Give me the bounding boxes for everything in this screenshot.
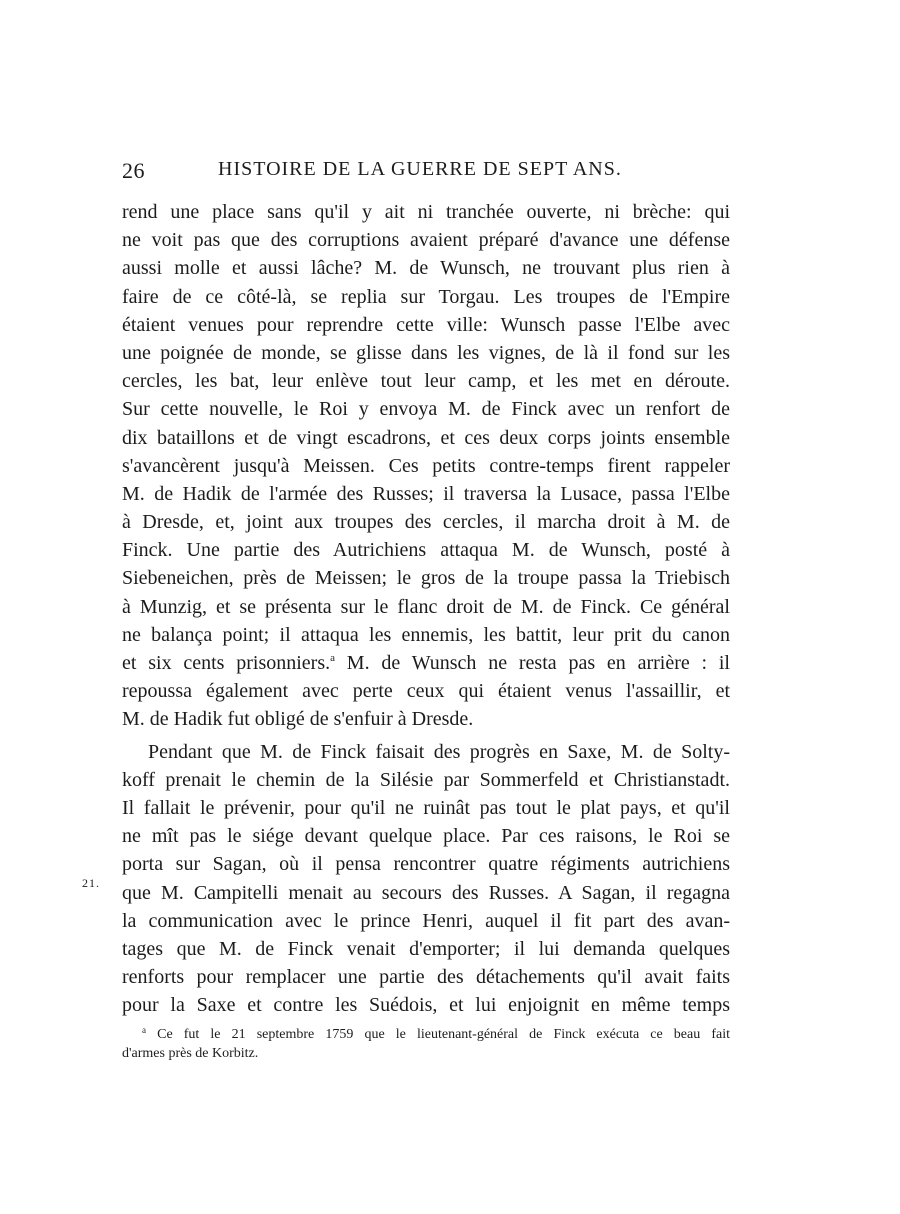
text-line: porta sur Sagan, où il pensa rencontrer quatre régiments autrichiens [122, 853, 730, 876]
text-line: une poignée de monde, se glisse dans les vignes, de là il fond sur les [122, 341, 730, 364]
text-line-with-note-ref [122, 649, 730, 677]
text-line: faire de ce côté-là, se replia sur Torgau. Les troupes de l'Empire [122, 285, 730, 308]
text-line: Il fallait le prévenir, pour qu'il ne ruinât pas tout le plat pays, et qu'il [122, 796, 730, 819]
text-line: Pendant que M. de Finck faisait des progrès en Saxe, M. de Solty- [148, 740, 730, 763]
text-line: M. de Hadik de l'armée des Russes; il traversa la Lusace, passa l'Elbe [122, 482, 730, 505]
text-line: ne balança point; il attaqua les ennemis, les battit, leur prit du canon [122, 623, 730, 646]
text-line: tages que M. de Finck venait d'emporter; il lui demanda quelques [122, 937, 730, 960]
text-line: la communication avec le prince Henri, auquel il fit part des avan- [122, 909, 730, 932]
page-number: 26 [122, 158, 145, 183]
running-title: HISTOIRE DE LA GUERRE DE SEPT ANS. [218, 158, 622, 180]
text-line: rend une place sans qu'il y ait ni tranchée ouverte, ni brèche: qui [122, 201, 730, 223]
text-line: à Munzig, et se présenta sur le flanc droit de M. de Finck. Ce général [122, 595, 730, 618]
text-line: ne voit pas que des corruptions avaient préparé d'avance une défense [122, 229, 730, 252]
footnote-reference: a [330, 652, 336, 664]
footnote-marker: a [142, 1025, 146, 1035]
text-line: à Dresde, et, joint aux troupes des cercles, il marcha droit à M. de [122, 511, 730, 534]
text-segment: et six cents prisonniers. [122, 652, 331, 674]
text-line: koff prenait le chemin de la Silésie par Sommerfeld et Christianstadt. [122, 768, 730, 791]
text-line: s'avancèrent jusqu'à Meissen. Ces petits contre-temps firent rappeler [122, 454, 730, 477]
page-header [122, 158, 730, 188]
text-line: renforts pour remplacer une partie des détachements qu'il avait faits [122, 966, 730, 989]
text-line: Finck. Une partie des Autrichiens attaqua M. de Wunsch, posté à [122, 539, 730, 562]
text-line: cercles, les bat, leur enlève tout leur camp, et les met en déroute. [122, 370, 730, 393]
text-line: ne mît pas le siége devant quelque place. Par ces raisons, le Roi se [122, 825, 730, 848]
paragraph-2 [122, 738, 730, 1020]
paragraph-1 [122, 198, 730, 734]
text-segment: M. de Wunsch ne resta pas en arrière : il [335, 652, 730, 674]
text-line: repoussa également avec perte ceux qui étaient venus l'assaillir, et [122, 680, 730, 703]
footnote-text: Ce fut le 21 septembre 1759 que le lieutenant-général de Finck exécuta ce beau fait [157, 1027, 730, 1042]
margin-line-number: 21. [82, 876, 100, 890]
text-line: que M. Campitelli menait au secours des Russes. A Sagan, il regagna [122, 881, 730, 904]
footnote-line [122, 1025, 730, 1044]
text-line: M. de Hadik fut obligé de s'enfuir à Dresde. [122, 708, 474, 731]
text-line: dix bataillons et de vingt escadrons, et ces deux corps joints ensemble [122, 426, 730, 449]
body-text [122, 198, 730, 1019]
text-line: Siebeneichen, près de Meissen; le gros de la troupe passa la Triebisch [122, 567, 730, 590]
text-line: étaient venues pour reprendre cette ville: Wunsch passe l'Elbe avec [122, 313, 730, 336]
footnotes [122, 1025, 730, 1063]
text-line: aussi molle et aussi lâche? M. de Wunsch, ne trouvant plus rien à [122, 257, 730, 280]
footnote-line: d'armes près de Korbitz. [122, 1046, 259, 1061]
text-line: pour la Saxe et contre les Suédois, et lui enjoignit en même temps [122, 994, 730, 1017]
text-line: Sur cette nouvelle, le Roi y envoya M. de Finck avec un renfort de [122, 398, 730, 421]
